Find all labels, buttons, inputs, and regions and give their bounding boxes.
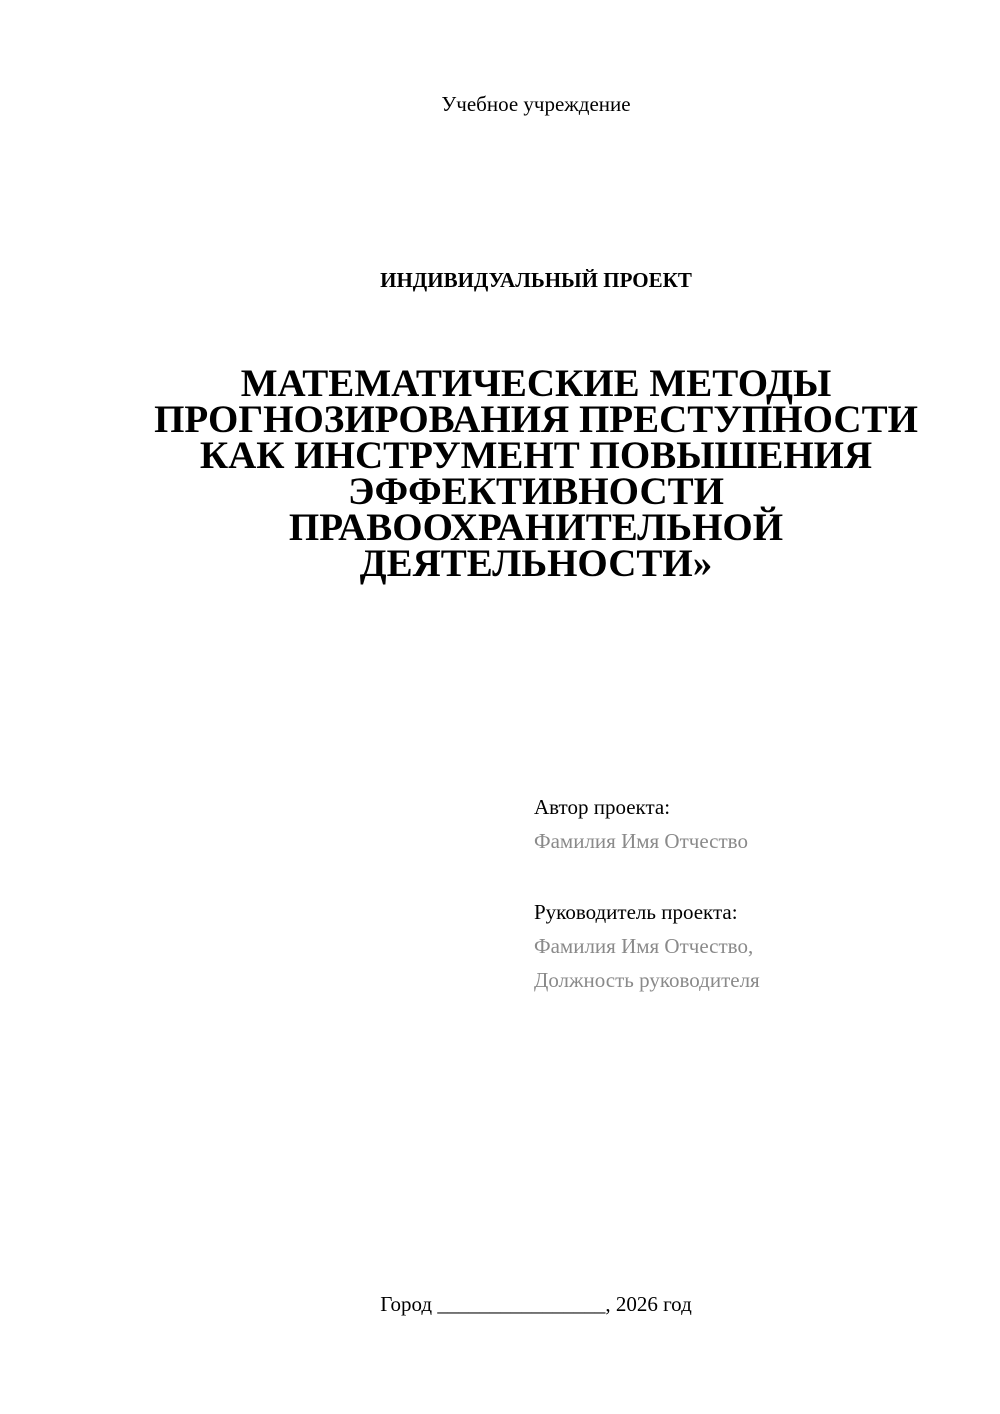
supervisor-position: Должность руководителя (534, 968, 760, 992)
project-title-line: ЭФФЕКТИВНОСТИ (348, 470, 724, 513)
city-year-footer: Город ________________, 2026 год (380, 1292, 692, 1316)
project-title-line: КАК ИНСТРУМЕНТ ПОВЫШЕНИЯ (199, 434, 873, 477)
project-title-line: ПРОГНОЗИРОВАНИЯ ПРЕСТУПНОСТИ (154, 398, 918, 441)
supervisor-name: Фамилия Имя Отчество, (534, 934, 754, 958)
project-type: ИНДИВИДУАЛЬНЫЙ ПРОЕКТ (380, 268, 692, 292)
project-title-line: ДЕЯТЕЛЬНОСТИ» (359, 542, 713, 585)
institution-name: Учебное учреждение (441, 92, 631, 116)
project-title-line: ПРАВООХРАНИТЕЛЬНОЙ (288, 506, 784, 549)
author-name: Фамилия Имя Отчество (534, 829, 748, 853)
author-label: Автор проекта: (534, 795, 671, 819)
credits-spacer (534, 858, 974, 895)
credits-block (534, 790, 974, 997)
project-title (100, 362, 972, 585)
supervisor-label: Руководитель проекта: (534, 900, 738, 924)
project-title-line: МАТЕМАТИЧЕСКИЕ МЕТОДЫ (240, 362, 832, 405)
